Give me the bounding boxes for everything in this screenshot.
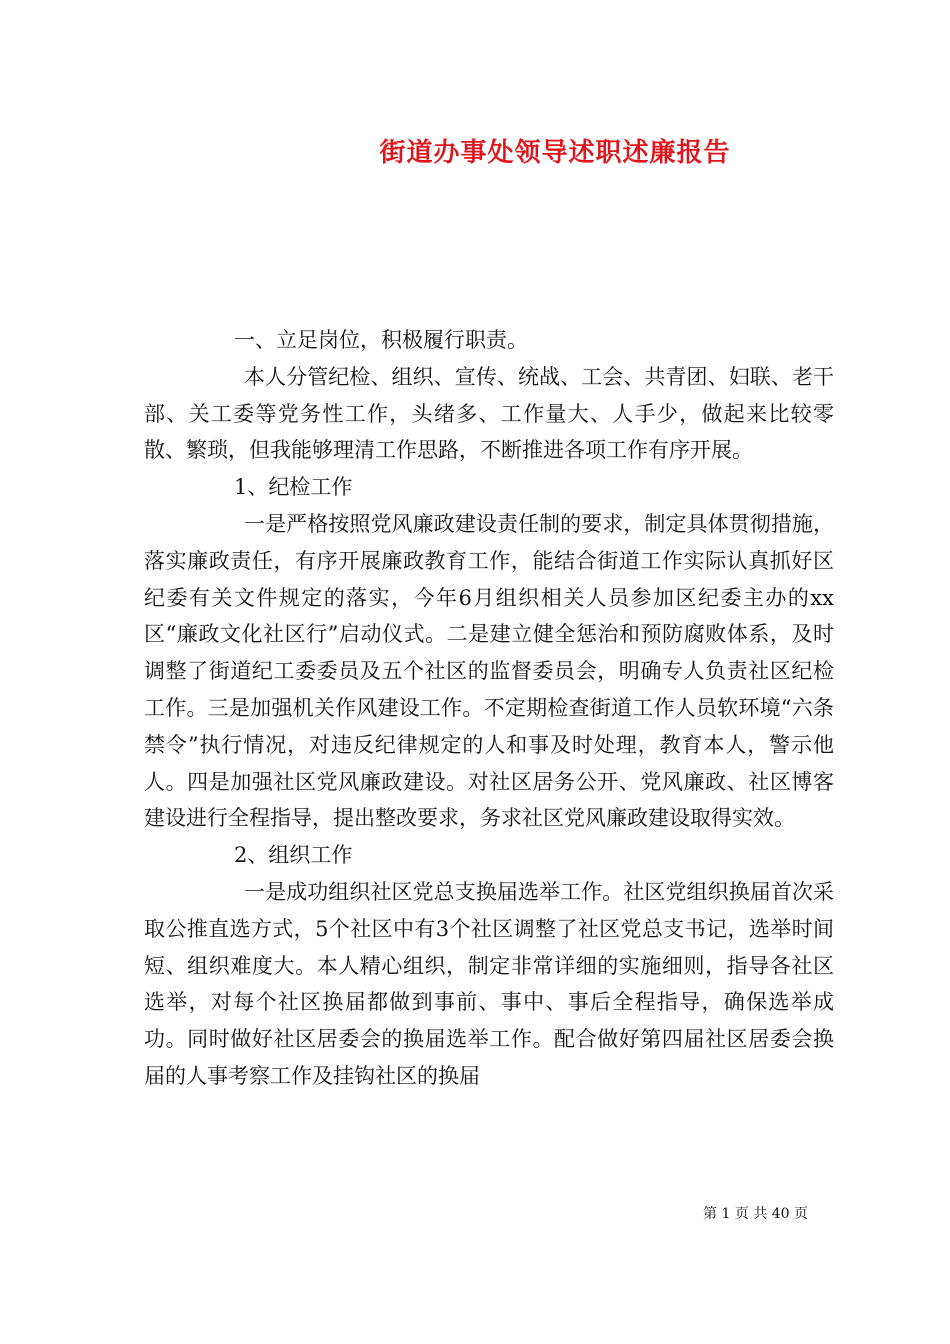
section-heading: 一、立足岗位，积极履行职责。 (234, 328, 528, 352)
body-paragraph: 一是严格按照党风廉政建设责任制的要求，制定具体贯彻措施，落实廉政责任，有序开展廉政教育工作，能结合街道工作实际认真抓好区纪委有关文件规定的落实，今年6月组织相关人员参加区纪委主办的xx区“廉政文化社区行”启动仪式。二是建立健全惩治和预防腐败体系，及时调整了街道纪工委委员及五个社区的监督委员会，明确专人负责社区纪检工作。三是加强机关作风建设工作。不定期检查街道工作人员软环境“六条禁令”执行情况，对违反纪律规定的人和事及时处理，教育本人，警示他人。四是加强社区党风廉政建设。对社区居务公开、党风廉政、社区博客建设进行全程指导，提出整改要求，务求社区党风廉政建设取得实效。 (144, 511, 834, 831)
section-heading: 1、纪检工作 (234, 475, 353, 500)
body-paragraph: 本人分管纪检、组织、宣传、统战、工会、共青团、妇联、老干部、关工委等党务性工作，头绪多、工作量大、人手少，做起来比较零散、繁琐，但我能够理清工作思路，不断推进各项工作有序开展。 (144, 364, 834, 463)
section-heading: 2、组织工作 (234, 843, 353, 868)
page-number: 第 1 页 共 40 页 (703, 1206, 808, 1222)
body-paragraph: 一是成功组织社区党总支换届选举工作。社区党组织换届首次采取公推直选方式，5个社区中有3个社区调整了社区党总支书记，选举时间短、组织难度大。本人精心组织，制定非常详细的实施细则，指导各社区选举，对每个社区换届都做到事前、事中、事后全程指导，确保选举成功。同时做好社区居委会的换届选举工作。配合做好第四届社区居委会换届的人事考察工作及挂钩社区的换届 (144, 879, 834, 1088)
document-title: 街道办事处领导述职述廉报告 (379, 138, 731, 168)
document-body (144, 322, 834, 1095)
